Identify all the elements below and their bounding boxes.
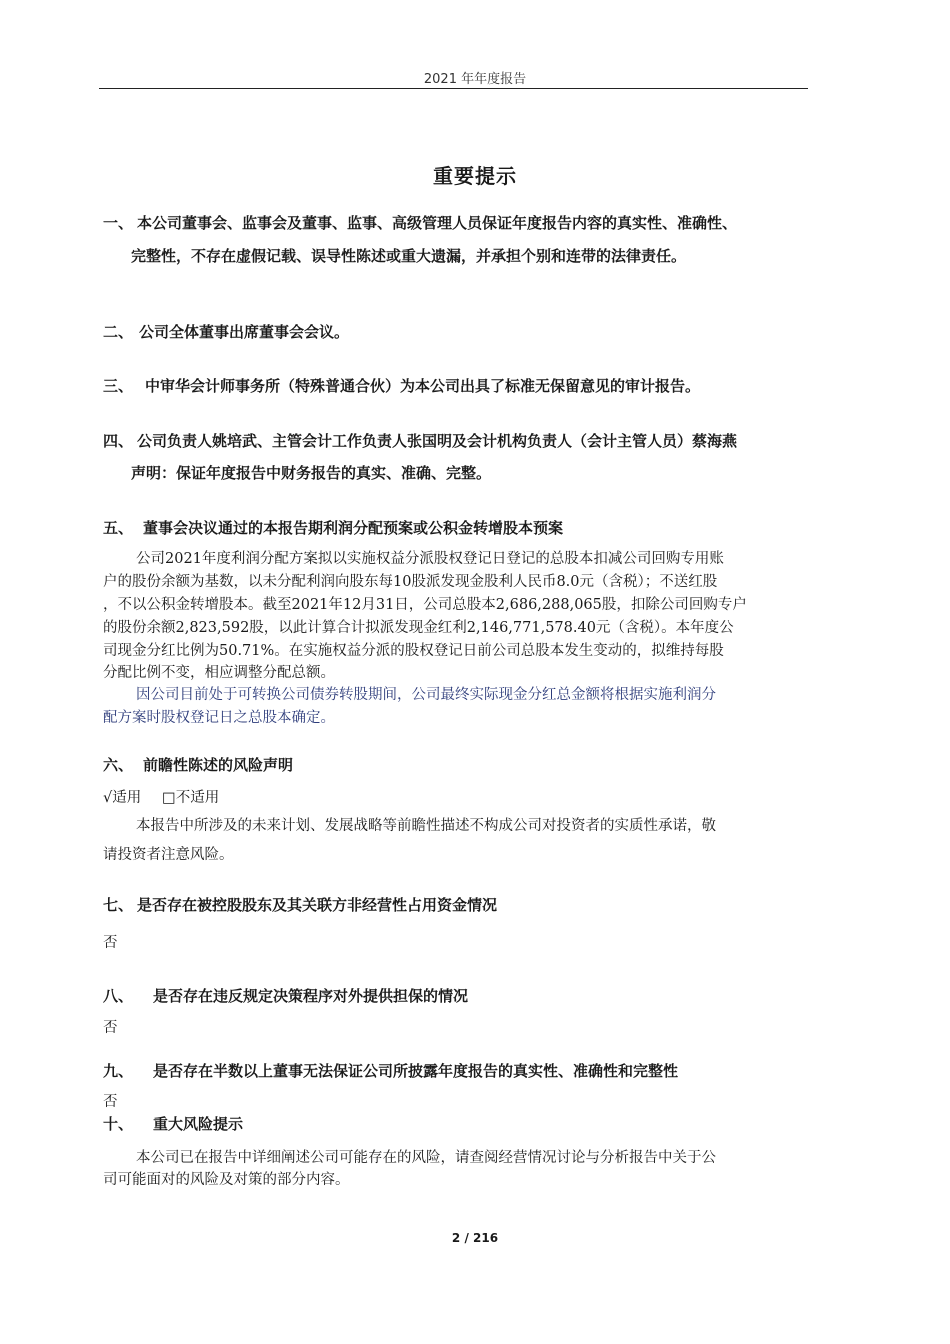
item-1-line-1: 本公司董事会、监事会及董事、监事、高级管理人员保证年度报告内容的真实性、准确性、 (137, 214, 738, 232)
item-3-number: 三、 (103, 377, 134, 395)
item-6-number: 六、 (103, 756, 134, 774)
s6-line-1: 本报告中所涉及的未来计划、发展战略等前瞻性描述不构成公司对投资者的实质性承诺，敬 (136, 818, 716, 834)
item-7-heading: 是否存在被控股股东及其关联方非经营性占用资金情况 (137, 896, 498, 914)
s5-p2-line-1: 因公司目前处于可转换公司债券转股期间，公司最终实际现金分红总金额将根据实施利润分 (136, 687, 716, 703)
s10-line-1: 本公司已在报告中详细阐述公司可能存在的风险，请查阅经营情况讨论与分析报告中关于公 (136, 1150, 716, 1166)
s5-p1-line-1: 公司2021年度利润分配方案拟以实施权益分派股权登记日登记的总股本扣减公司回购专用账 (136, 551, 724, 567)
page-title: 重要提示 (433, 164, 517, 188)
item-1-line-2: 完整性，不存在虚假记载、误导性陈述或重大遗漏，并承担个别和连带的法律责任。 (131, 247, 687, 265)
s10-line-2: 司可能面对的风险及对策的部分内容。 (103, 1172, 350, 1188)
s5-p1-line-2: 户的股份余额为基数，以未分配利润向股东每10股派发现金股利人民币8.0元（含税）；不送红股 (103, 574, 718, 590)
item-9-answer: 否 (103, 1094, 118, 1110)
s5-p1-line-4: 的股份余额2,823,592股，以此计算合计拟派发现金红利2,146,771,578.40元（含税）。本年度公 (103, 620, 734, 636)
item-7-number: 七、 (103, 896, 134, 914)
s5-p1-line-6: 分配比例不变，相应调整分配总额。 (103, 665, 335, 681)
item-4-line-1: 公司负责人姚培武、主管会计工作负责人张国明及会计机构负责人（会计主管人员）蔡海燕 (137, 432, 738, 450)
item-7-answer: 否 (103, 935, 118, 951)
s5-p1-line-3: ，不以公积金转增股本。截至2021年12月31日，公司总股本2,686,288,065股，扣除公司回购专户 (103, 597, 747, 613)
item-2-number: 二、 (103, 323, 134, 341)
item-6-heading: 前瞻性陈述的风险声明 (143, 756, 294, 774)
item-10-heading: 重大风险提示 (153, 1115, 244, 1133)
item-10-number: 十、 (103, 1115, 134, 1133)
s5-p1-line-5: 司现金分红比例为50.71%。在实施权益分派的股权登记日前公司总股本发生变动的，拟维持每股 (103, 643, 724, 659)
item-8-number: 八、 (103, 987, 134, 1005)
item-8-heading: 是否存在违反规定决策程序对外提供担保的情况 (153, 987, 469, 1005)
item-9-number: 九、 (103, 1062, 134, 1080)
item-4-line-2: 声明：保证年度报告中财务报告的真实、准确、完整。 (131, 464, 492, 482)
item-3-text: 中审华会计师事务所（特殊普通合伙）为本公司出具了标准无保留意见的审计报告。 (145, 377, 701, 395)
applicable-checkbox: √适用 (103, 790, 142, 806)
item-5-heading: 董事会决议通过的本报告期利润分配预案或公积金转增股本预案 (143, 519, 564, 537)
item-2-text: 公司全体董事出席董事会会议。 (139, 323, 350, 341)
page-number: 2 / 216 (451, 1231, 499, 1245)
item-4-number: 四、 (103, 432, 134, 450)
not-applicable-checkbox: □不适用 (162, 790, 220, 806)
item-1-number: 一、 (103, 214, 134, 232)
s5-p2-line-2: 配方案时股权登记日之总股本确定。 (103, 710, 335, 726)
header-rule (99, 88, 808, 89)
s6-line-2: 请投资者注意风险。 (103, 847, 234, 863)
item-5-number: 五、 (103, 519, 134, 537)
running-header: 2021 年年度报告 (423, 72, 527, 87)
item-8-answer: 否 (103, 1020, 118, 1036)
item-9-heading: 是否存在半数以上董事无法保证公司所披露年度报告的真实性、准确性和完整性 (153, 1062, 679, 1080)
